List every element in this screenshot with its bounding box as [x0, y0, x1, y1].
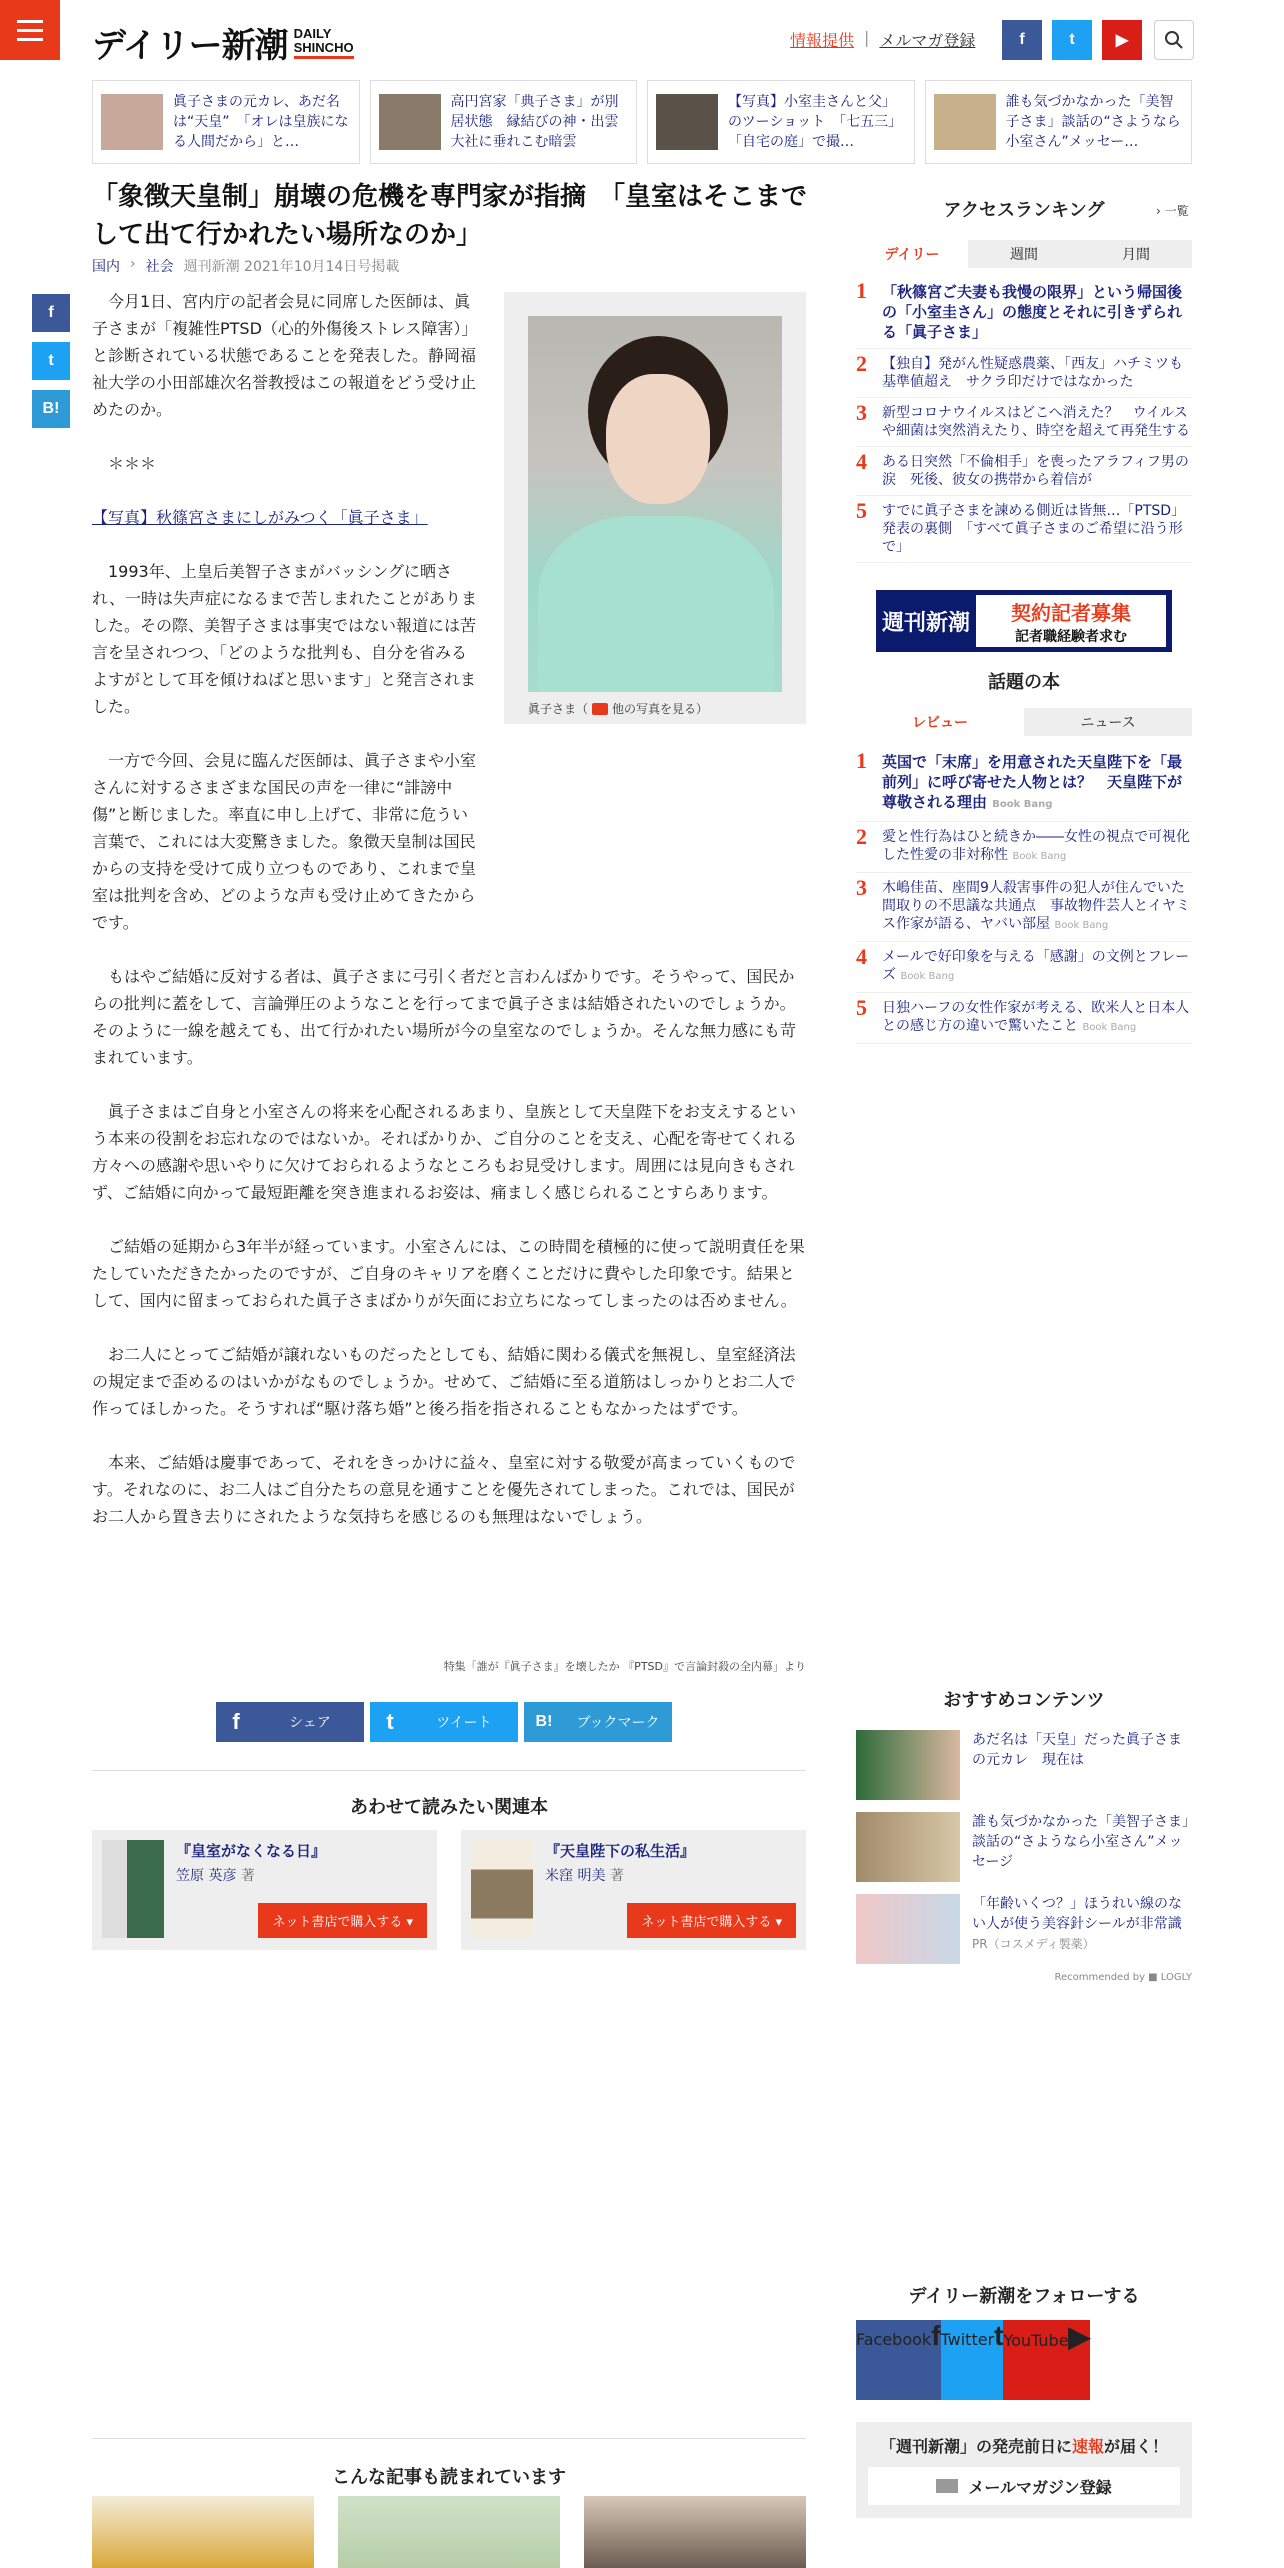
- article-title: 「象徴天皇制」崩壊の危機を専門家が指摘 「皇室はそこまでして出て行かれたい場所なのか」: [92, 182, 808, 250]
- list-item[interactable]: 2 愛と性行為はひと続きか――女性の視点で可視化した性愛の非対称性 Book Bang: [856, 822, 1192, 873]
- facebook-share-button[interactable]: f シェア: [216, 1702, 364, 1742]
- facebook-follow-button[interactable]: Facebookf: [856, 2320, 941, 2400]
- list-item[interactable]: 4 メールで好印象を与える「感謝」の文例とフレーズ Book Bang: [856, 942, 1192, 993]
- side-share: [32, 294, 70, 428]
- hatena-bookmark-icon[interactable]: B!: [32, 390, 70, 428]
- book-cover[interactable]: [102, 1840, 164, 1938]
- paragraph: ＊＊＊: [108, 454, 157, 473]
- tab-daily[interactable]: デイリー: [856, 240, 968, 268]
- thumbnail: [856, 1730, 960, 1800]
- related-books-header: あわせて読みたい関連本: [92, 1770, 806, 1819]
- youtube-icon: ▶: [1068, 2321, 1091, 2352]
- book-cover[interactable]: [471, 1840, 533, 1938]
- related-item[interactable]: [647, 80, 915, 164]
- article-thumbnail[interactable]: [92, 2496, 314, 2568]
- related-title: 高円宮家「典子さま」が別居状態 縁結びの神・出雲大社に垂れこむ暗雲: [450, 94, 619, 150]
- thumbnail: [656, 94, 718, 150]
- list-item[interactable]: 1 英国で「末席」を用意された天皇陛下を「最前列」に呼び寄せた人物とは？ 天皇陛下が尊敬される理由 Book Bang: [856, 746, 1192, 822]
- follow-buttons: [856, 2320, 1192, 2400]
- list-item[interactable]: 4 ある日突然「不倫相手」を喪ったアラフィフ男の涙 死後、彼女の携帯から着信が: [856, 447, 1192, 496]
- paragraph: 一方で今回、会見に臨んだ医師は、眞子さまや小室さんに対するさまざまな国民の声を一律に“誹謗中傷”と断じました。率直に申し上げて、非常に危うい言葉で、これには大変驚きました。象徴天皇制は国民からの支持を受けて成り立つものであり、これまで皇室は批判を含め、どのような声も受け止めてきたからです。: [92, 751, 477, 932]
- article-thumbnail[interactable]: [584, 2496, 806, 2568]
- twitter-icon: t: [386, 1709, 394, 1734]
- thumbnail: [934, 94, 996, 150]
- article-thumbnail[interactable]: [338, 2496, 560, 2568]
- breadcrumb: [92, 256, 399, 276]
- newsletter-box: 「週刊新潮」の発売前日に速報が届く！ メールマガジン登録: [856, 2422, 1192, 2518]
- related-title: 【写真】小室圭さんと父」のツーショット 「七五三」「自宅の庭」で撮…: [728, 94, 903, 150]
- paragraph: お二人にとってご結婚が譲れないものだったとしても、結婚に関わる儀式を無視し、皇室経済法の規定まで歪めるのはいかがなものでしょうか。せめて、ご結婚に至る道筋はしっかりとお二人で作ってほしかった。そうすれば“駆け落ち婚”と後ろ指を指されることもなかったはずです。: [92, 1345, 796, 1418]
- list-item[interactable]: 2 【独自】発がん性疑惑農薬、「西友」ハチミツも基準値超え サクラ印だけではなかった: [856, 349, 1192, 398]
- related-title: 誰も気づかなかった「美智子さま」談話の“さようなら小室さん”メッセー…: [1005, 94, 1181, 150]
- related-articles-top: [92, 80, 1192, 164]
- thumbnail: [856, 1812, 960, 1882]
- related-item[interactable]: [92, 80, 360, 164]
- tweet-button[interactable]: t ツイート: [370, 1702, 518, 1742]
- site-logo[interactable]: [92, 18, 354, 67]
- facebook-icon: f: [232, 1709, 240, 1734]
- topic-books-header: 話題の本: [988, 672, 1060, 693]
- bookmark-button[interactable]: B! ブックマーク: [524, 1702, 672, 1742]
- divider: |: [864, 28, 870, 47]
- menu-button[interactable]: [0, 0, 60, 60]
- paragraph: 1993年、上皇后美智子さまがバッシングに晒され、一時は失声症になるまで苦しまれたことがありました。その際、美智子さまは事実ではない報道には苦言を呈されつつ、「どのような批判も、自分を省みるよすがとして耳を傾けねばと思います」と発言されました。: [92, 562, 477, 716]
- recommended-list: [856, 1730, 1192, 1976]
- logo-en: DAILY SHINCHO: [294, 27, 354, 59]
- book-title[interactable]: 『天皇陛下の私生活』: [545, 1842, 696, 1860]
- facebook-icon[interactable]: f: [32, 294, 70, 332]
- buy-button[interactable]: ネット書店で購入する ▾: [627, 1903, 796, 1938]
- tab-monthly[interactable]: 月間: [1080, 240, 1192, 268]
- related-title: 眞子さまの元カレ、あだ名は“天皇” 「オレは皇族になる人間だから」と…: [173, 94, 349, 150]
- info-link[interactable]: 情報提供: [790, 31, 855, 50]
- book-item: [92, 1830, 437, 1950]
- recommended-header: おすすめコンテンツ: [943, 1690, 1105, 1711]
- twitter-follow-button[interactable]: Twittert: [941, 2320, 1004, 2400]
- tab-review[interactable]: レビュー: [856, 708, 1024, 736]
- paragraph: 本来、ご結婚は慶事であって、それをきっかけに益々、皇室に対する敬愛が高まっていくものです。それなのに、お二人はご自分たちの意見を通すことを優先されてしまった。これでは、国民がお二人から置き去りにされたような気持ちを感じるのも無理はないでしょう。: [92, 1453, 796, 1526]
- search-icon[interactable]: [1154, 20, 1194, 60]
- photo-link[interactable]: 【写真】秋篠宮さまにしがみつく「眞子さま」: [92, 508, 428, 527]
- paragraph: ご結婚の延期から3年半が経っています。小室さんには、この時間を積極的に使って説明責任を果たしていただきたかったのですが、ご自身のキャリアを磨くことだけに費やした印象です。結果として、国内に留まっておられた眞子さまばかりが矢面にお立ちになってしまったのは否めません。: [92, 1237, 805, 1310]
- paragraph: 今月1日、宮内庁の記者会見に同席した医師は、眞子さまが「複雑性PTSD（心的外傷後ストレス障害）」と診断されている状態であることを発表した。静岡福祉大学の小田部雄次名誉教授はこの報道をどう受け止めたのか。: [92, 292, 478, 419]
- youtube-icon[interactable]: ▶: [1102, 20, 1142, 60]
- thumbnail: [379, 94, 441, 150]
- list-item[interactable]: 5 日独ハーフの女性作家が考える、欧米人と日本人との感じ方の違いで驚いたこと Book Bang: [856, 993, 1192, 1044]
- recruit-banner[interactable]: 週刊新潮 契約記者募集 記者職経験者求む: [876, 590, 1172, 652]
- list-item[interactable]: 「年齢いくつ？」ほうれい線のない人が使う美容針シールが非常識 PR（コスメディ製薬）: [856, 1894, 1192, 1964]
- list-item[interactable]: 5 すでに眞子さまを諫める側近は皆無…「PTSD」発表の裏側 「すべて眞子さまのご希望に沿う形で」: [856, 496, 1192, 563]
- twitter-icon[interactable]: t: [32, 342, 70, 380]
- topic-list: [856, 746, 1192, 1044]
- related-item[interactable]: [925, 80, 1193, 164]
- youtube-follow-button[interactable]: YouTube▶: [1003, 2320, 1090, 2400]
- ranking-more-link[interactable]: › 一覧: [1156, 204, 1189, 218]
- publish-date: 週刊新潮 2021年10月14日号掲載: [183, 259, 400, 275]
- list-item[interactable]: 1 「秋篠宮ご夫妻も我慢の限界」という帰国後の「小室圭さん」の態度とそれに引きずられる「眞子さま」: [856, 276, 1192, 349]
- newsletter-button[interactable]: メールマガジン登録: [868, 2467, 1180, 2505]
- category-link[interactable]: 社会: [145, 259, 174, 275]
- book-author[interactable]: 米窪 明美 著: [545, 1868, 624, 1884]
- twitter-icon[interactable]: t: [1052, 20, 1092, 60]
- related-item[interactable]: [370, 80, 638, 164]
- mail-icon: [936, 2479, 958, 2493]
- follow-header: デイリー新潮をフォローする: [908, 2286, 1140, 2307]
- share-buttons: [216, 1702, 672, 1742]
- ranking-list: [856, 276, 1192, 563]
- facebook-icon: f: [931, 2320, 941, 2351]
- logo-text: デイリー新潮: [92, 26, 288, 66]
- logly-credit[interactable]: Recommended by ■ LOGLY: [1054, 1972, 1192, 1983]
- facebook-icon[interactable]: f: [1002, 20, 1042, 60]
- article-body: [92, 288, 806, 1557]
- list-item[interactable]: あだ名は「天皇」だった眞子さまの元カレ 現在は: [856, 1730, 1192, 1800]
- tab-weekly[interactable]: 週間: [968, 240, 1080, 268]
- ranking-tabs: [856, 240, 1192, 268]
- also-read-list: [92, 2496, 806, 2568]
- book-title[interactable]: 『皇室がなくなる日』: [176, 1842, 327, 1860]
- related-books: [92, 1830, 806, 1950]
- list-item[interactable]: 3 新型コロナウイルスはどこへ消えた？ ウイルスや細菌は突然消えたり、時空を超えて再発生する: [856, 398, 1192, 447]
- photo-caption: 眞子さま（ 他の写真を見る）: [528, 702, 709, 716]
- ranking-header: アクセスランキング: [943, 200, 1105, 221]
- newsletter-link[interactable]: メルマガ登録: [879, 31, 976, 50]
- chevron-right-icon: ›: [130, 256, 136, 272]
- article-source: 特集「誰が『眞子さま』を壊したか 『PTSD』で言論封殺の全内幕」より: [443, 1660, 806, 1673]
- tab-news[interactable]: ニュース: [1024, 708, 1192, 736]
- hatena-bookmark-icon: B!: [535, 1713, 553, 1730]
- more-photos-link[interactable]: 他の写真を見る）: [612, 702, 709, 716]
- buy-button[interactable]: ネット書店で購入する ▾: [258, 1903, 427, 1938]
- paragraph: もはやご結婚に反対する者は、眞子さまに弓引く者だと言わんばかりです。そうやって、国民からの批判に蓋をして、言論弾圧のようなことを行ってまで眞子さまは結婚されたいのでしょうか。そのように一線を越えても、出て行かれたい場所が今の皇室なのでしょうか。そんな無力感にも苛まれています。: [92, 967, 797, 1067]
- book-item: [461, 1830, 806, 1950]
- book-author[interactable]: 笠原 英彦 著: [176, 1868, 255, 1884]
- twitter-icon: t: [994, 2320, 1004, 2351]
- category-link[interactable]: 国内: [92, 259, 120, 275]
- list-item[interactable]: 3 木嶋佳苗、座間9人殺害事件の犯人が住んでいた間取りの不思議な共通点 事故物件芸人とイヤミス作家が語る、ヤバい部屋 Book Bang: [856, 873, 1192, 942]
- topic-tabs: [856, 708, 1192, 736]
- thumbnail: [856, 1894, 960, 1964]
- also-read-header: こんな記事も読まれています: [92, 2438, 806, 2489]
- list-item[interactable]: 誰も気づかなかった「美智子さま」談話の“さようなら小室さん”メッセージ: [856, 1812, 1192, 1882]
- paragraph: 眞子さまはご自身と小室さんの将来を心配されるあまり、皇族として天皇陛下をお支えするという本来の役割をお忘れなのではないか。そればかりか、ご自分のことを支え、心配を寄せてくれる方々への感謝や思いやりに欠けておられるようなところもお見受けします。周囲には見向きもされず、ご結婚に向かって最短距離を突き進まれるお姿は、痛ましく感じられることすらあります。: [92, 1102, 797, 1202]
- thumbnail: [101, 94, 163, 150]
